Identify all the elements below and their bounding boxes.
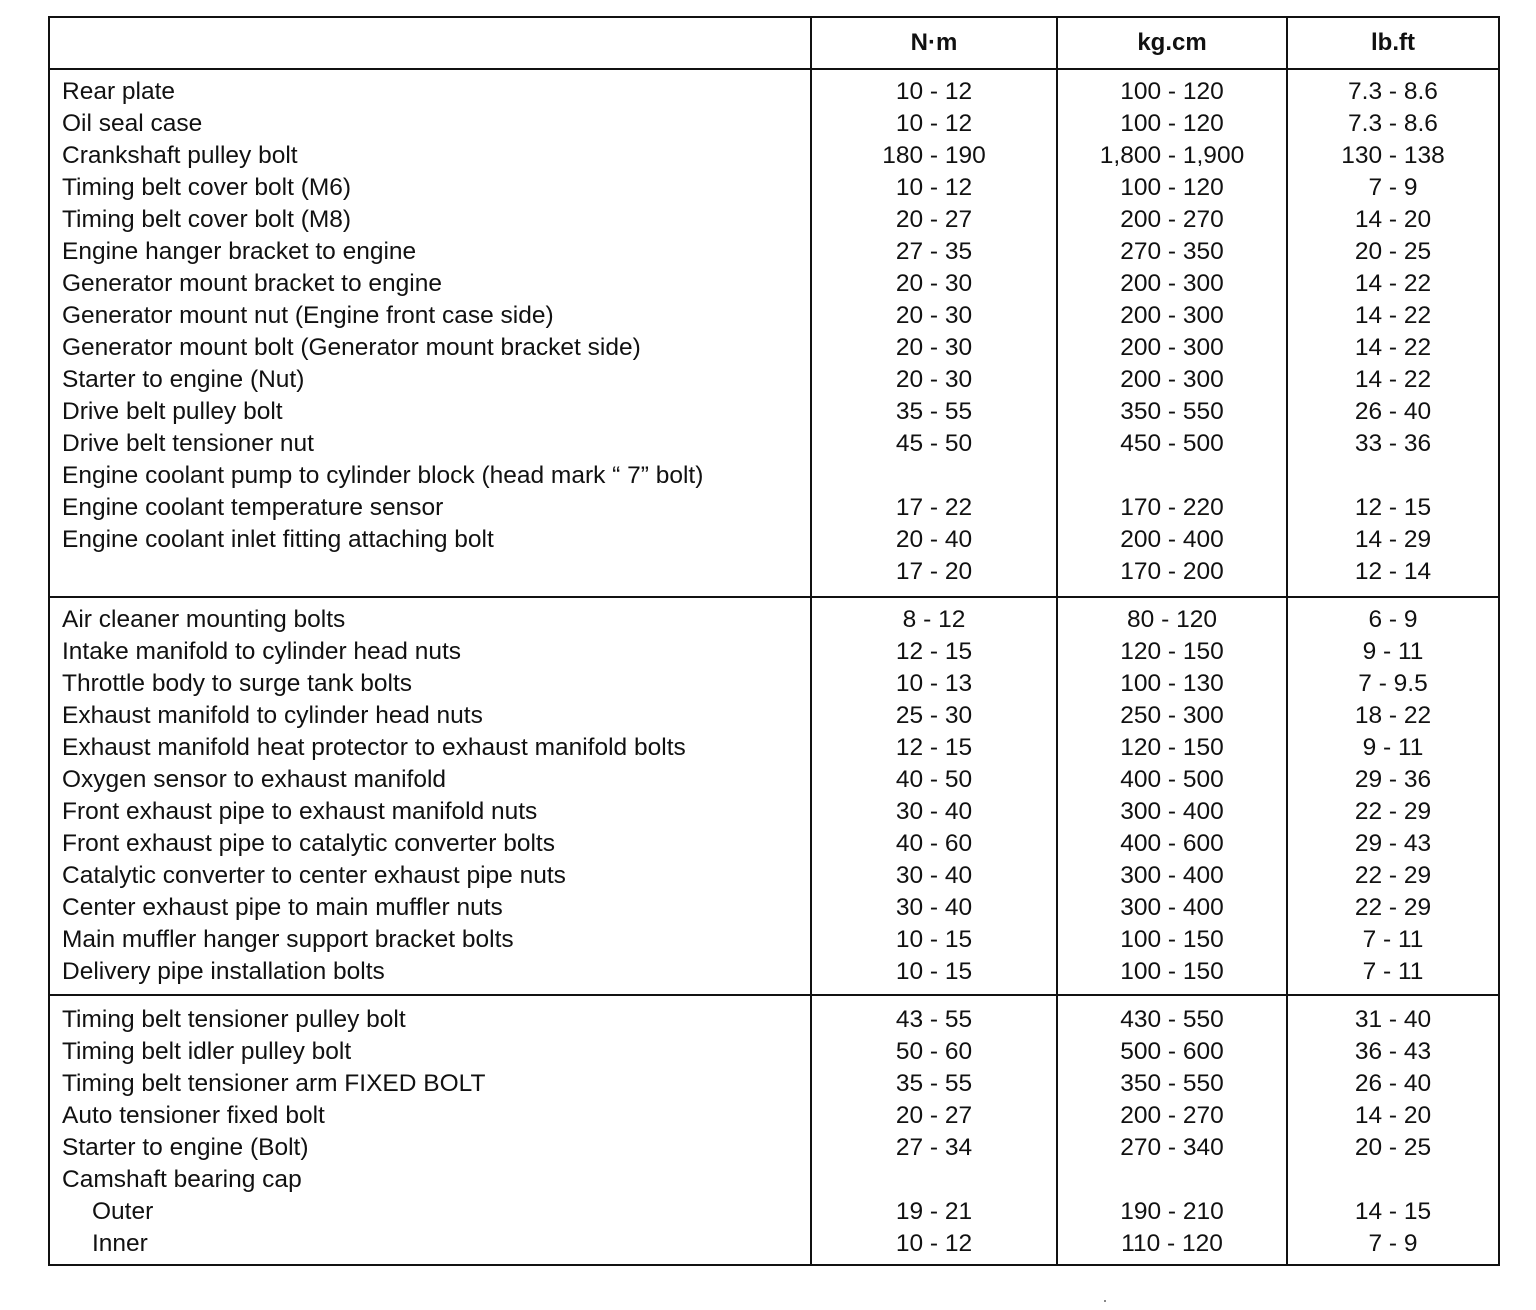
header-lbft: lb.ft (1371, 29, 1415, 56)
row-value-kgcm: 170 - 200 (1120, 558, 1224, 585)
row-value-kgcm: 500 - 600 (1120, 1038, 1224, 1065)
row-value-lbft: 14 - 15 (1354, 1198, 1432, 1225)
row-value-nm: 12 - 15 (895, 734, 973, 761)
row-item-label: Starter to engine (Nut) (62, 366, 305, 393)
torque-specification-table (48, 16, 1500, 1266)
table-row (50, 428, 1498, 460)
row-value-kgcm: 350 - 550 (1120, 1070, 1224, 1097)
row-value-kgcm: 100 - 120 (1120, 174, 1224, 201)
row-item-label: Center exhaust pipe to main muffler nuts (62, 894, 503, 921)
row-item-label: Crankshaft pulley bolt (62, 142, 298, 169)
row-value-lbft: 7.3 - 8.6 (1348, 78, 1438, 105)
row-value-lbft: 29 - 43 (1354, 830, 1432, 857)
row-value-kgcm: 400 - 500 (1120, 766, 1224, 793)
table-row (50, 1132, 1498, 1164)
row-value-lbft: 14 - 22 (1354, 270, 1432, 297)
table-row (50, 1196, 1498, 1228)
row-value-lbft: 22 - 29 (1354, 894, 1432, 921)
row-value-lbft: 33 - 36 (1354, 430, 1432, 457)
row-item-label: Generator mount bolt (Generator mount bracket side) (62, 334, 641, 361)
row-item-label: Engine coolant temperature sensor (62, 494, 444, 521)
row-value-nm: 35 - 55 (895, 1070, 973, 1097)
row-item-label: Exhaust manifold to cylinder head nuts (62, 702, 483, 729)
row-item-label: Throttle body to surge tank bolts (62, 670, 412, 697)
table-row (50, 604, 1498, 636)
row-value-kgcm: 300 - 400 (1120, 798, 1224, 825)
row-value-kgcm: 270 - 340 (1120, 1134, 1224, 1161)
table-row (50, 956, 1498, 988)
row-value-nm: 12 - 15 (895, 638, 973, 665)
table-row (50, 860, 1498, 892)
section-divider-2 (50, 994, 1498, 996)
row-value-kgcm: 110 - 120 (1121, 1230, 1223, 1257)
row-value-nm: 20 - 30 (895, 334, 973, 361)
header-item (50, 18, 810, 68)
table-row (50, 828, 1498, 860)
row-value-nm: 27 - 34 (895, 1134, 973, 1161)
row-value-kgcm: 300 - 400 (1120, 894, 1224, 921)
row-item-label: Timing belt cover bolt (M6) (62, 174, 352, 201)
row-value-kgcm: 400 - 600 (1120, 830, 1224, 857)
row-value-lbft: 7 - 9.5 (1358, 670, 1428, 697)
table-row (50, 236, 1498, 268)
row-value-lbft: 26 - 40 (1354, 1070, 1432, 1097)
row-item-label: Catalytic converter to center exhaust pipe nuts (62, 862, 566, 889)
table-row (50, 332, 1498, 364)
row-value-lbft: 7 - 11 (1362, 958, 1424, 985)
row-item-label: Auto tensioner fixed bolt (62, 1102, 325, 1129)
row-value-nm: 8 - 12 (902, 606, 966, 633)
row-value-lbft: 31 - 40 (1354, 1006, 1432, 1033)
header-nm: N·m (910, 29, 958, 56)
table-row (50, 1004, 1498, 1036)
table-row (50, 668, 1498, 700)
row-item-label: Drive belt tensioner nut (62, 430, 314, 457)
row-value-nm: 40 - 50 (895, 766, 973, 793)
row-value-kgcm: 1,800 - 1,900 (1099, 142, 1245, 169)
row-value-kgcm: 350 - 550 (1120, 398, 1224, 425)
row-value-lbft: 12 - 15 (1354, 494, 1432, 521)
row-value-lbft: 14 - 20 (1354, 206, 1432, 233)
table-row (50, 924, 1498, 956)
table-row (50, 524, 1498, 556)
section-divider-1 (50, 596, 1498, 598)
row-value-nm: 17 - 22 (895, 494, 973, 521)
table-row (50, 892, 1498, 924)
row-value-lbft: 18 - 22 (1354, 702, 1432, 729)
row-item-label: Timing belt idler pulley bolt (62, 1038, 352, 1065)
row-item-label: Rear plate (62, 78, 176, 105)
row-value-lbft: 14 - 22 (1354, 302, 1432, 329)
table-row (50, 268, 1498, 300)
table-row (50, 364, 1498, 396)
table-row (50, 140, 1498, 172)
row-item-label: Oxygen sensor to exhaust manifold (62, 766, 447, 793)
row-value-lbft: 36 - 43 (1354, 1038, 1432, 1065)
row-value-nm: 43 - 55 (895, 1006, 973, 1033)
row-value-lbft: 22 - 29 (1354, 862, 1432, 889)
row-value-kgcm: 100 - 120 (1120, 110, 1224, 137)
row-item-label: Oil seal case (62, 110, 203, 137)
row-value-lbft: 26 - 40 (1354, 398, 1432, 425)
row-item-label: Air cleaner mounting bolts (62, 606, 346, 633)
row-value-kgcm: 200 - 300 (1120, 270, 1224, 297)
table-row (50, 636, 1498, 668)
row-value-nm: 10 - 12 (895, 78, 973, 105)
row-value-kgcm: 270 - 350 (1120, 238, 1224, 265)
table-row (50, 492, 1498, 524)
row-value-nm: 17 - 20 (895, 558, 973, 585)
row-value-kgcm: 120 - 150 (1120, 638, 1224, 665)
table-row (50, 796, 1498, 828)
row-item-label: Exhaust manifold heat protector to exhaust manifold bolts (62, 734, 686, 761)
row-value-lbft: 7 - 11 (1362, 926, 1424, 953)
row-value-kgcm: 450 - 500 (1120, 430, 1224, 457)
row-value-nm: 30 - 40 (895, 862, 973, 889)
row-value-nm: 10 - 15 (895, 958, 973, 985)
row-value-lbft: 7 - 9 (1368, 1230, 1418, 1257)
row-value-kgcm: 100 - 130 (1120, 670, 1224, 697)
row-value-kgcm: 200 - 300 (1120, 366, 1224, 393)
row-value-lbft: 9 - 11 (1362, 734, 1424, 761)
row-value-lbft: 9 - 11 (1362, 638, 1424, 665)
row-item-label: Engine coolant pump to cylinder block (head mark “ 7” bolt) (62, 462, 704, 489)
row-value-kgcm: 120 - 150 (1120, 734, 1224, 761)
row-value-lbft: 14 - 20 (1354, 1102, 1432, 1129)
row-value-lbft: 29 - 36 (1354, 766, 1432, 793)
row-value-nm: 25 - 30 (895, 702, 973, 729)
row-item-label: Intake manifold to cylinder head nuts (62, 638, 462, 665)
table-row (50, 1164, 1498, 1196)
row-value-nm: 30 - 40 (895, 894, 973, 921)
row-value-nm: 45 - 50 (895, 430, 973, 457)
row-item-label: Delivery pipe installation bolts (62, 958, 385, 985)
table-row (50, 108, 1498, 140)
row-value-lbft: 12 - 14 (1354, 558, 1432, 585)
row-value-nm: 10 - 12 (895, 174, 973, 201)
row-value-nm: 40 - 60 (895, 830, 973, 857)
row-value-lbft: 14 - 29 (1354, 526, 1432, 553)
row-value-kgcm: 190 - 210 (1120, 1198, 1224, 1225)
row-value-kgcm: 250 - 300 (1120, 702, 1224, 729)
table-row (50, 460, 1498, 492)
row-value-nm: 50 - 60 (895, 1038, 973, 1065)
row-value-kgcm: 300 - 400 (1120, 862, 1224, 889)
row-value-lbft: 22 - 29 (1354, 798, 1432, 825)
row-value-kgcm: 100 - 150 (1120, 958, 1224, 985)
row-value-kgcm: 100 - 150 (1120, 926, 1224, 953)
row-item-label: Timing belt tensioner arm FIXED BOLT (62, 1070, 486, 1097)
row-value-nm: 35 - 55 (895, 398, 973, 425)
row-item-label: Generator mount nut (Engine front case side) (62, 302, 554, 329)
row-value-nm: 30 - 40 (895, 798, 973, 825)
row-value-kgcm: 200 - 270 (1120, 206, 1224, 233)
table-row (50, 1036, 1498, 1068)
row-value-lbft: 130 - 138 (1341, 142, 1445, 169)
table-row (50, 700, 1498, 732)
header-kgcm: kg.cm (1137, 29, 1207, 56)
row-item-label: Timing belt cover bolt (M8) (62, 206, 352, 233)
table-row (50, 300, 1498, 332)
row-value-lbft: 20 - 25 (1354, 238, 1432, 265)
table-row (50, 556, 1498, 588)
row-item-label: Camshaft bearing cap (62, 1166, 302, 1193)
row-value-nm: 20 - 27 (895, 1102, 973, 1129)
row-item-label: Inner (92, 1230, 148, 1257)
row-value-lbft: 20 - 25 (1354, 1134, 1432, 1161)
row-value-lbft: 6 - 9 (1368, 606, 1418, 633)
row-value-nm: 20 - 27 (895, 206, 973, 233)
row-value-nm: 10 - 13 (895, 670, 973, 697)
row-value-lbft: 7.3 - 8.6 (1348, 110, 1438, 137)
row-value-nm: 10 - 12 (895, 1230, 973, 1257)
row-value-nm: 19 - 21 (895, 1198, 973, 1225)
row-item-label: Outer (92, 1198, 154, 1225)
row-value-lbft: 14 - 22 (1354, 366, 1432, 393)
table-row (50, 172, 1498, 204)
table-row (50, 1228, 1498, 1260)
table-row (50, 732, 1498, 764)
table-row (50, 764, 1498, 796)
header-divider (50, 68, 1498, 70)
row-value-lbft: 14 - 22 (1354, 334, 1432, 361)
row-item-label: Starter to engine (Bolt) (62, 1134, 309, 1161)
row-value-nm: 180 - 190 (882, 142, 986, 169)
row-value-kgcm: 200 - 270 (1120, 1102, 1224, 1129)
table-row (50, 204, 1498, 236)
table-row (50, 1100, 1498, 1132)
row-value-nm: 27 - 35 (895, 238, 973, 265)
row-item-label: Front exhaust pipe to exhaust manifold nuts (62, 798, 538, 825)
row-item-label: Drive belt pulley bolt (62, 398, 283, 425)
scan-speck (1104, 1300, 1106, 1302)
row-value-kgcm: 200 - 300 (1120, 302, 1224, 329)
row-value-nm: 20 - 30 (895, 270, 973, 297)
table-row (50, 76, 1498, 108)
row-value-kgcm: 170 - 220 (1120, 494, 1224, 521)
row-item-label: Main muffler hanger support bracket bolts (62, 926, 514, 953)
row-value-kgcm: 200 - 300 (1120, 334, 1224, 361)
row-value-kgcm: 80 - 120 (1127, 606, 1217, 633)
row-value-kgcm: 100 - 120 (1120, 78, 1224, 105)
row-value-nm: 10 - 15 (895, 926, 973, 953)
table-row (50, 1068, 1498, 1100)
row-value-nm: 10 - 12 (895, 110, 973, 137)
row-value-nm: 20 - 40 (895, 526, 973, 553)
row-item-label: Timing belt tensioner pulley bolt (62, 1006, 406, 1033)
table-row (50, 396, 1498, 428)
row-item-label: Front exhaust pipe to catalytic converter bolts (62, 830, 555, 857)
row-value-lbft: 7 - 9 (1368, 174, 1418, 201)
row-value-kgcm: 430 - 550 (1120, 1006, 1224, 1033)
row-value-nm: 20 - 30 (895, 366, 973, 393)
row-value-nm: 20 - 30 (895, 302, 973, 329)
row-item-label: Engine coolant inlet fitting attaching bolt (62, 526, 494, 553)
row-item-label: Generator mount bracket to engine (62, 270, 442, 297)
row-item-label: Engine hanger bracket to engine (62, 238, 417, 265)
row-value-kgcm: 200 - 400 (1120, 526, 1224, 553)
